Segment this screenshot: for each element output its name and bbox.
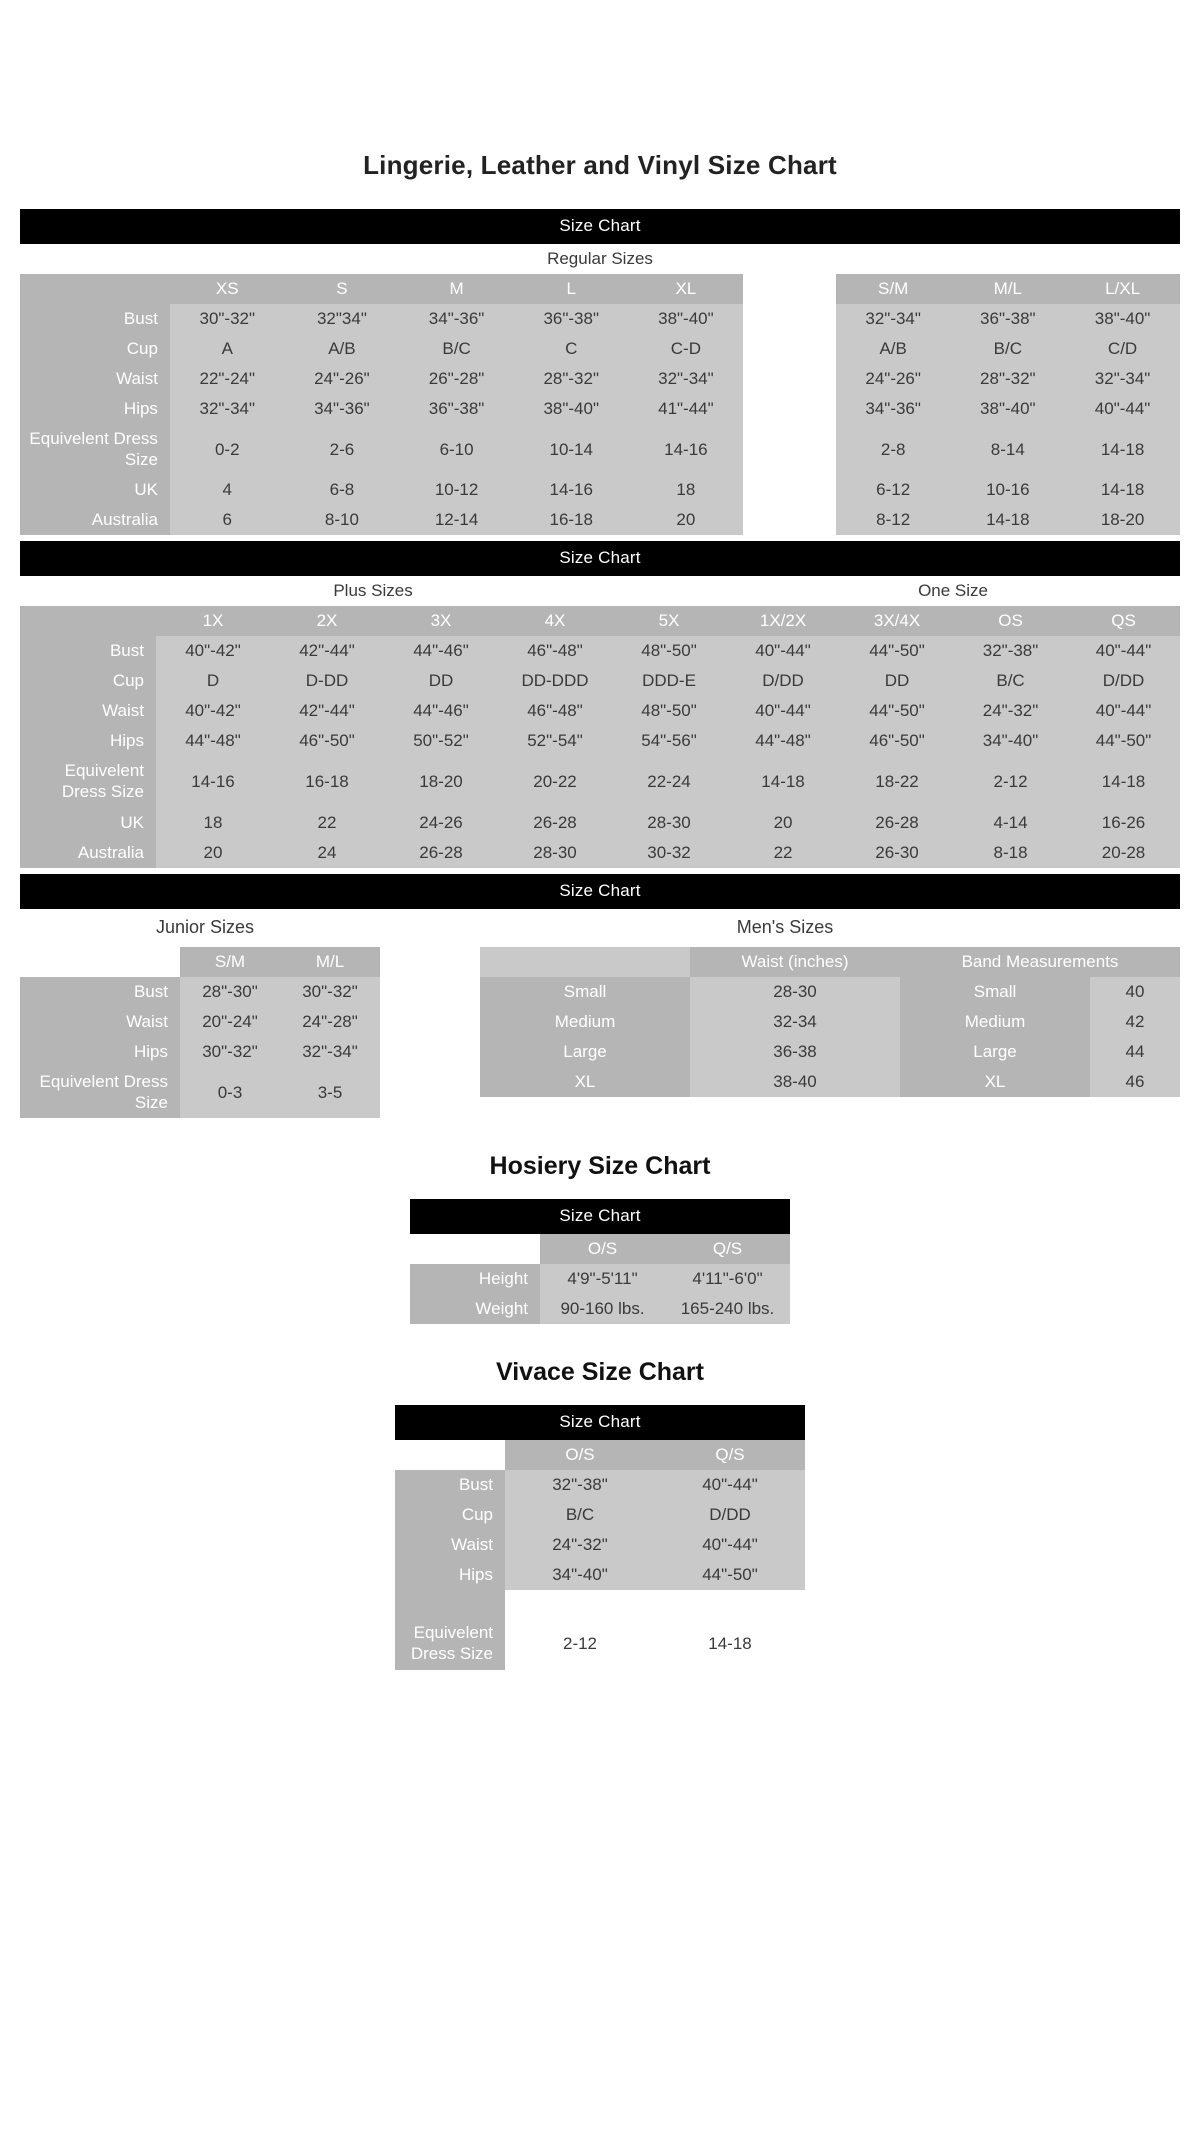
table-cell: A/B bbox=[836, 334, 951, 364]
table-cell: 22-24 bbox=[612, 756, 726, 807]
table-cell: 40"-44" bbox=[726, 636, 840, 666]
table-cell: 44"-48" bbox=[726, 726, 840, 756]
column-header-1x2x: 1X/2X bbox=[726, 606, 840, 636]
table-cell: 14-16 bbox=[629, 424, 744, 475]
table-cell: 28"-32" bbox=[950, 364, 1065, 394]
table-cell: 8-10 bbox=[285, 505, 400, 535]
table-cell: 6 bbox=[170, 505, 285, 535]
cell-gap bbox=[743, 394, 836, 424]
column-header-qs: Q/S bbox=[655, 1440, 805, 1470]
regular-sizes-table bbox=[20, 244, 1180, 535]
table-cell: 2-6 bbox=[285, 424, 400, 475]
hosiery-title: Hosiery Size Chart bbox=[489, 1152, 711, 1181]
table-cell: 26"-28" bbox=[399, 364, 514, 394]
row-label-equivelent-dress-size: Equivelent Dress Size bbox=[395, 1618, 505, 1669]
mens-group-label: Men's Sizes bbox=[736, 916, 834, 937]
table-row bbox=[20, 977, 380, 1007]
row-label-bust: Bust bbox=[20, 636, 156, 666]
row-label-hips: Hips bbox=[20, 726, 156, 756]
table-cell: 52"-54" bbox=[498, 726, 612, 756]
table-cell: 40"-44" bbox=[655, 1530, 805, 1560]
row-label-medium: Medium bbox=[480, 1007, 690, 1037]
plus-sizes-table bbox=[20, 576, 1180, 867]
vivace-title: Vivace Size Chart bbox=[496, 1358, 704, 1387]
row-label-cup: Cup bbox=[20, 334, 170, 364]
table-cell: 26-28 bbox=[840, 808, 954, 838]
table-cell: 34"-40" bbox=[505, 1560, 655, 1590]
table-cell: 18-20 bbox=[1065, 505, 1180, 535]
table-cell: 18-22 bbox=[840, 756, 954, 807]
table-cell: 28"-30" bbox=[180, 977, 280, 1007]
table-cell: 40"-44" bbox=[1065, 394, 1180, 424]
junior-mens-row bbox=[20, 909, 1180, 1118]
table-cell: 10-14 bbox=[514, 424, 629, 475]
regular-sizes-section bbox=[20, 209, 1180, 535]
table-cell: 30"-32" bbox=[170, 304, 285, 334]
column-header-2x: 2X bbox=[270, 606, 384, 636]
table-row bbox=[20, 304, 1180, 334]
table-cell: 6-8 bbox=[285, 475, 400, 505]
column-header-5x: 5X bbox=[612, 606, 726, 636]
spacer-cell bbox=[395, 1590, 505, 1618]
table-cell: DD bbox=[384, 666, 498, 696]
table-cell: 14-18 bbox=[1065, 424, 1180, 475]
table-cell: 32"-34" bbox=[280, 1037, 380, 1067]
table-cell: 38"-40" bbox=[1065, 304, 1180, 334]
table-row bbox=[410, 1264, 790, 1294]
table-cell: 40"-44" bbox=[655, 1470, 805, 1500]
table-cell: 46"-50" bbox=[840, 726, 954, 756]
row-label-australia: Australia bbox=[20, 838, 156, 868]
table-cell: 165-240 lbs. bbox=[665, 1294, 790, 1324]
table-cell: D bbox=[156, 666, 270, 696]
corner-cell bbox=[410, 1234, 540, 1264]
table-cell: DDD-E bbox=[612, 666, 726, 696]
row-label-waist: Waist bbox=[395, 1530, 505, 1560]
regular-group-label: Regular Sizes bbox=[20, 244, 1180, 274]
table-cell: 38"-40" bbox=[629, 304, 744, 334]
table-cell: 8-14 bbox=[950, 424, 1065, 475]
table-row bbox=[410, 1294, 790, 1324]
table-cell: 28-30 bbox=[690, 977, 900, 1007]
column-header-3x: 3X bbox=[384, 606, 498, 636]
table-row bbox=[20, 1007, 380, 1037]
table-row bbox=[20, 636, 1180, 666]
band-label-small: Small bbox=[900, 977, 1090, 1007]
table-cell: 46"-48" bbox=[498, 696, 612, 726]
table-cell: 16-26 bbox=[1067, 808, 1180, 838]
row-label-small: Small bbox=[480, 977, 690, 1007]
table-cell: 8-12 bbox=[836, 505, 951, 535]
table-cell: 32"-34" bbox=[629, 364, 744, 394]
table-cell: DD bbox=[840, 666, 954, 696]
plus-group-label: Plus Sizes bbox=[20, 576, 726, 606]
table-cell: 44"-50" bbox=[655, 1560, 805, 1590]
table-cell: 20 bbox=[156, 838, 270, 868]
row-label-hips: Hips bbox=[20, 394, 170, 424]
table-cell: 46 bbox=[1090, 1067, 1180, 1097]
table-cell: 40"-44" bbox=[1067, 636, 1180, 666]
table-row bbox=[20, 576, 1180, 606]
table-cell: 14-18 bbox=[655, 1618, 805, 1669]
cell-gap bbox=[743, 304, 836, 334]
column-header-waist-inches: Waist (inches) bbox=[690, 947, 900, 977]
table-cell: B/C bbox=[950, 334, 1065, 364]
column-header-os: O/S bbox=[540, 1234, 665, 1264]
table-cell: 34"-36" bbox=[285, 394, 400, 424]
table-cell: 18-20 bbox=[384, 756, 498, 807]
table-cell: 18 bbox=[629, 475, 744, 505]
table-cell: 4-14 bbox=[954, 808, 1067, 838]
table-row bbox=[480, 1037, 1180, 1067]
table-cell: 14-18 bbox=[726, 756, 840, 807]
table-cell: 42"-44" bbox=[270, 696, 384, 726]
row-label-uk: UK bbox=[20, 475, 170, 505]
mens-sizes-table bbox=[480, 947, 1180, 1097]
table-cell: 32"-34" bbox=[1065, 364, 1180, 394]
row-label-cup: Cup bbox=[20, 666, 156, 696]
column-header-3x4x: 3X/4X bbox=[840, 606, 954, 636]
table-cell: 24"-32" bbox=[954, 696, 1067, 726]
table-row bbox=[395, 1560, 805, 1590]
column-header-os: O/S bbox=[505, 1440, 655, 1470]
table-cell: DD-DDD bbox=[498, 666, 612, 696]
row-label-waist: Waist bbox=[20, 364, 170, 394]
cell-gap bbox=[743, 334, 836, 364]
column-header-os: OS bbox=[954, 606, 1067, 636]
table-cell: 32"-34" bbox=[170, 394, 285, 424]
vivace-section bbox=[0, 1405, 1200, 1669]
row-label-uk: UK bbox=[20, 808, 156, 838]
table-cell: 32"34" bbox=[285, 304, 400, 334]
table-cell: 46"-48" bbox=[498, 636, 612, 666]
table-row bbox=[20, 838, 1180, 868]
table-cell: 48"-50" bbox=[612, 696, 726, 726]
table-cell: 14-18 bbox=[1065, 475, 1180, 505]
table-cell: 32"-38" bbox=[954, 636, 1067, 666]
column-header-sm: S/M bbox=[836, 274, 951, 304]
table-cell: 54"-56" bbox=[612, 726, 726, 756]
table-cell: 2-8 bbox=[836, 424, 951, 475]
row-label-bust: Bust bbox=[20, 977, 180, 1007]
table-cell: 14-16 bbox=[156, 756, 270, 807]
table-cell: 14-18 bbox=[1067, 756, 1180, 807]
table-cell: 40"-44" bbox=[726, 696, 840, 726]
size-chart-banner-plus: Size Chart bbox=[20, 541, 1180, 576]
row-label-weight: Weight bbox=[410, 1294, 540, 1324]
table-cell: 34"-36" bbox=[836, 394, 951, 424]
table-row bbox=[20, 475, 1180, 505]
table-header-row bbox=[480, 947, 1180, 977]
table-cell: 44 bbox=[1090, 1037, 1180, 1067]
table-cell: 24 bbox=[270, 838, 384, 868]
table-row bbox=[20, 1067, 380, 1118]
column-header-xs: XS bbox=[170, 274, 285, 304]
table-cell: 20 bbox=[629, 505, 744, 535]
table-row bbox=[395, 1530, 805, 1560]
table-row bbox=[395, 1500, 805, 1530]
table-row bbox=[480, 1007, 1180, 1037]
table-cell: 24"-26" bbox=[836, 364, 951, 394]
band-label-xl: XL bbox=[900, 1067, 1090, 1097]
table-cell: D/DD bbox=[1067, 666, 1180, 696]
table-cell: 44"-46" bbox=[384, 636, 498, 666]
corner-cell bbox=[20, 274, 170, 304]
table-cell: 44"-50" bbox=[840, 636, 954, 666]
junior-sizes-block bbox=[20, 909, 390, 1118]
table-cell: 20 bbox=[726, 808, 840, 838]
column-header-qs: QS bbox=[1067, 606, 1180, 636]
table-cell: 3-5 bbox=[280, 1067, 380, 1118]
table-row bbox=[20, 726, 1180, 756]
table-cell: A bbox=[170, 334, 285, 364]
column-header-1x: 1X bbox=[156, 606, 270, 636]
hosiery-section bbox=[0, 1199, 1200, 1324]
table-cell: 34"-36" bbox=[399, 304, 514, 334]
table-cell: D/DD bbox=[655, 1500, 805, 1530]
mens-sizes-block bbox=[390, 909, 1180, 1097]
table-row bbox=[20, 808, 1180, 838]
table-header-row bbox=[410, 1234, 790, 1264]
column-header-qs: Q/S bbox=[665, 1234, 790, 1264]
junior-mens-section bbox=[20, 874, 1180, 1118]
table-cell: 10-12 bbox=[399, 475, 514, 505]
table-cell: 90-160 lbs. bbox=[540, 1294, 665, 1324]
table-row bbox=[395, 1618, 805, 1669]
table-cell: 8-18 bbox=[954, 838, 1067, 868]
page-title: Lingerie, Leather and Vinyl Size Chart bbox=[363, 150, 837, 180]
table-cell: 44"-50" bbox=[840, 696, 954, 726]
column-header-lxl: L/XL bbox=[1065, 274, 1180, 304]
table-cell: 40"-42" bbox=[156, 696, 270, 726]
corner-cell bbox=[20, 606, 156, 636]
table-cell: B/C bbox=[505, 1500, 655, 1530]
table-cell: 32-34 bbox=[690, 1007, 900, 1037]
table-row bbox=[480, 1067, 1180, 1097]
table-cell: 22 bbox=[726, 838, 840, 868]
table-cell: 6-12 bbox=[836, 475, 951, 505]
table-cell: 44"-50" bbox=[1067, 726, 1180, 756]
table-row bbox=[20, 394, 1180, 424]
junior-group-label: Junior Sizes bbox=[155, 916, 255, 937]
table-cell: 28-30 bbox=[612, 808, 726, 838]
row-label-height: Height bbox=[410, 1264, 540, 1294]
table-cell: 0-2 bbox=[170, 424, 285, 475]
table-cell: 36"-38" bbox=[399, 394, 514, 424]
spacer-cell bbox=[505, 1590, 655, 1618]
row-label-bust: Bust bbox=[20, 304, 170, 334]
table-cell: 34"-40" bbox=[954, 726, 1067, 756]
table-cell: 50"-52" bbox=[384, 726, 498, 756]
table-row bbox=[20, 756, 1180, 807]
row-label-large: Large bbox=[480, 1037, 690, 1067]
one-size-group-label: One Size bbox=[726, 576, 1180, 606]
table-header-row bbox=[395, 1440, 805, 1470]
cell-gap bbox=[743, 475, 836, 505]
row-label-waist: Waist bbox=[20, 1007, 180, 1037]
table-row bbox=[20, 1037, 380, 1067]
table-cell: 6-10 bbox=[399, 424, 514, 475]
table-header-row bbox=[20, 606, 1180, 636]
table-cell: A/B bbox=[285, 334, 400, 364]
junior-sizes-table bbox=[20, 947, 380, 1118]
table-cell: 4 bbox=[170, 475, 285, 505]
table-cell: 38"-40" bbox=[950, 394, 1065, 424]
hosiery-table bbox=[410, 1234, 790, 1324]
table-cell: 32"-38" bbox=[505, 1470, 655, 1500]
table-row bbox=[20, 334, 1180, 364]
row-label-xl: XL bbox=[480, 1067, 690, 1097]
table-cell: 40"-42" bbox=[156, 636, 270, 666]
table-cell: 38"-40" bbox=[514, 394, 629, 424]
table-cell: 26-30 bbox=[840, 838, 954, 868]
table-cell: 32"-34" bbox=[836, 304, 951, 334]
table-cell: B/C bbox=[399, 334, 514, 364]
table-cell: 12-14 bbox=[399, 505, 514, 535]
size-chart-banner-junior-mens: Size Chart bbox=[20, 874, 1180, 909]
band-label-medium: Medium bbox=[900, 1007, 1090, 1037]
corner-cell bbox=[20, 947, 180, 977]
table-cell: 4'11"-6'0" bbox=[665, 1264, 790, 1294]
column-header-4x: 4X bbox=[498, 606, 612, 636]
bottom-spacer bbox=[0, 1670, 1200, 2130]
row-label-bust: Bust bbox=[395, 1470, 505, 1500]
table-cell: 4'9"-5'11" bbox=[540, 1264, 665, 1294]
column-header-ml: M/L bbox=[280, 947, 380, 977]
table-cell: 26-28 bbox=[498, 808, 612, 838]
table-cell: 30-32 bbox=[612, 838, 726, 868]
table-cell: 2-12 bbox=[505, 1618, 655, 1669]
vivace-table bbox=[395, 1440, 805, 1669]
corner-cell bbox=[480, 947, 690, 977]
size-chart-banner-hosiery: Size Chart bbox=[410, 1199, 790, 1234]
column-header-ml: M/L bbox=[950, 274, 1065, 304]
table-cell: 16-18 bbox=[514, 505, 629, 535]
table-cell: 24-26 bbox=[384, 808, 498, 838]
table-cell: 2-12 bbox=[954, 756, 1067, 807]
table-cell: 22"-24" bbox=[170, 364, 285, 394]
spacer-cell bbox=[655, 1590, 805, 1618]
table-row bbox=[20, 666, 1180, 696]
table-row bbox=[20, 505, 1180, 535]
column-header-band-measurements: Band Measurements bbox=[900, 947, 1180, 977]
table-row bbox=[480, 977, 1180, 1007]
table-cell: 40 bbox=[1090, 977, 1180, 1007]
size-chart-banner-regular: Size Chart bbox=[20, 209, 1180, 244]
column-header-m: M bbox=[399, 274, 514, 304]
table-cell: 36-38 bbox=[690, 1037, 900, 1067]
row-label-equivelent-dress-size: Equivelent Dress Size bbox=[20, 424, 170, 475]
table-cell: 28"-32" bbox=[514, 364, 629, 394]
table-cell: B/C bbox=[954, 666, 1067, 696]
table-cell: 10-16 bbox=[950, 475, 1065, 505]
table-cell: D-DD bbox=[270, 666, 384, 696]
column-header-sm: S/M bbox=[180, 947, 280, 977]
table-cell: 20"-24" bbox=[180, 1007, 280, 1037]
table-cell: 20-22 bbox=[498, 756, 612, 807]
plus-sizes-section bbox=[20, 541, 1180, 867]
column-header-l: L bbox=[514, 274, 629, 304]
table-cell: 40"-44" bbox=[1067, 696, 1180, 726]
table-cell: 20-28 bbox=[1067, 838, 1180, 868]
table-header-row bbox=[20, 947, 380, 977]
table-cell: 0-3 bbox=[180, 1067, 280, 1118]
table-cell: C-D bbox=[629, 334, 744, 364]
table-row bbox=[20, 364, 1180, 394]
row-label-hips: Hips bbox=[395, 1560, 505, 1590]
table-cell: 38-40 bbox=[690, 1067, 900, 1097]
corner-cell bbox=[395, 1440, 505, 1470]
column-header-s: S bbox=[285, 274, 400, 304]
size-chart-banner-vivace: Size Chart bbox=[395, 1405, 805, 1440]
table-cell: 44"-46" bbox=[384, 696, 498, 726]
row-label-equivelent-dress-size: Equivelent Dress Size bbox=[20, 756, 156, 807]
table-cell: 22 bbox=[270, 808, 384, 838]
row-label-australia: Australia bbox=[20, 505, 170, 535]
cell-gap bbox=[743, 424, 836, 475]
table-cell: 42 bbox=[1090, 1007, 1180, 1037]
cell-gap bbox=[743, 364, 836, 394]
row-label-cup: Cup bbox=[395, 1500, 505, 1530]
column-header-xl: XL bbox=[629, 274, 744, 304]
table-cell: 24"-28" bbox=[280, 1007, 380, 1037]
table-spacer-row bbox=[395, 1590, 805, 1618]
table-cell: 36"-38" bbox=[950, 304, 1065, 334]
table-cell: 30"-32" bbox=[180, 1037, 280, 1067]
table-cell: 36"-38" bbox=[514, 304, 629, 334]
table-cell: 24"-32" bbox=[505, 1530, 655, 1560]
row-label-waist: Waist bbox=[20, 696, 156, 726]
table-row bbox=[20, 424, 1180, 475]
table-cell: 18 bbox=[156, 808, 270, 838]
table-header-row bbox=[20, 274, 1180, 304]
table-cell: 26-28 bbox=[384, 838, 498, 868]
row-label-hips: Hips bbox=[20, 1037, 180, 1067]
column-gap bbox=[743, 274, 836, 304]
table-cell: 16-18 bbox=[270, 756, 384, 807]
table-cell: 42"-44" bbox=[270, 636, 384, 666]
table-cell: 48"-50" bbox=[612, 636, 726, 666]
table-cell: 44"-48" bbox=[156, 726, 270, 756]
table-row bbox=[395, 1470, 805, 1500]
table-cell: D/DD bbox=[726, 666, 840, 696]
table-cell: 14-18 bbox=[950, 505, 1065, 535]
table-cell: 28-30 bbox=[498, 838, 612, 868]
row-label-equivelent-dress-size: Equivelent Dress Size bbox=[20, 1067, 180, 1118]
cell-gap bbox=[743, 505, 836, 535]
band-label-large: Large bbox=[900, 1037, 1090, 1067]
table-cell: C/D bbox=[1065, 334, 1180, 364]
table-cell: 30"-32" bbox=[280, 977, 380, 1007]
table-row bbox=[20, 696, 1180, 726]
table-cell: 24"-26" bbox=[285, 364, 400, 394]
table-cell: C bbox=[514, 334, 629, 364]
table-row bbox=[20, 244, 1180, 274]
table-cell: 46"-50" bbox=[270, 726, 384, 756]
table-cell: 14-16 bbox=[514, 475, 629, 505]
table-cell: 41"-44" bbox=[629, 394, 744, 424]
